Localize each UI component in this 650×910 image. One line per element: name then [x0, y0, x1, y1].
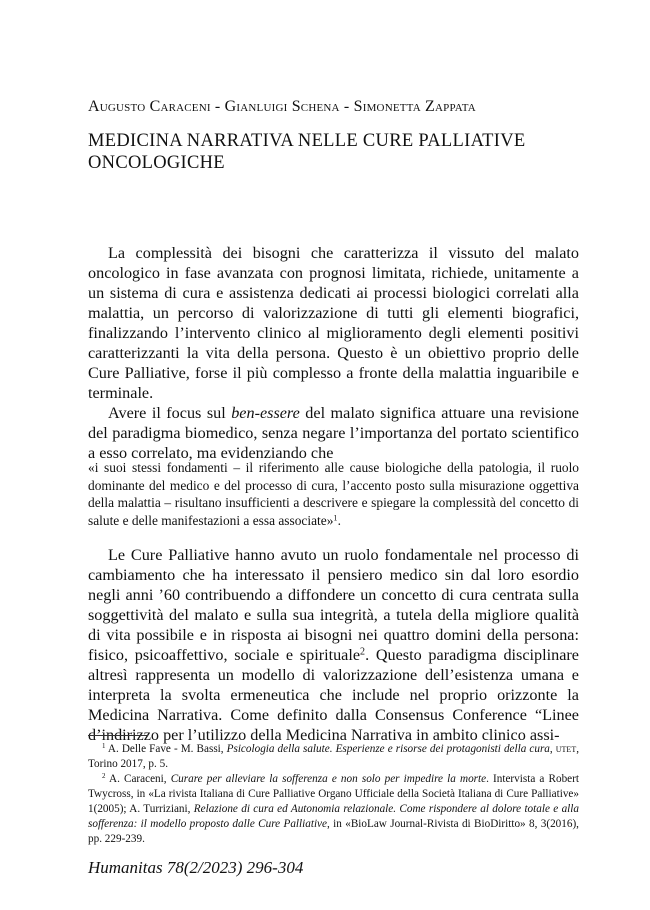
- footnote-2: [88, 772, 579, 847]
- footnote-divider: [88, 735, 148, 736]
- body-text-continued: [88, 545, 579, 745]
- footnote-2-title-2: Relazione di cura ed Autonomia relazionale. Come rispondere al dolore totale e alla sofferenza: il modello proposto dalle Cure Palliative: [88, 803, 579, 830]
- footnote-2-part-c: , in «BioLaw Journal-Rivista di BioDiritto» 8, 3(2016), pp. 229-239.: [88, 818, 579, 845]
- footnote-ref-1: 1: [333, 512, 338, 522]
- footnote-2-number: 2: [102, 772, 106, 781]
- footnote-ref-2: 2: [360, 646, 366, 658]
- footnote-2-title-1: Curare per alleviare la sofferenza e non solo per impedire la morte: [170, 773, 487, 785]
- footnote-1: [88, 742, 579, 772]
- quote-text: «i suoi stessi fondamenti – il riferimento alle cause biologiche della patologia, il ruolo dominante del medico e del processo di cura, l’accento posto sulla misurazione oggettiva della malattia – risultano insufficienti a descrivere e spiegare la complessità del concetto di salute e delle manifestazioni a essa associate»: [88, 460, 579, 528]
- paragraph-2-part-b: del malato significa attuare una revisione del paradigma biomedico, senza negare l’importanza del portato scientifico a esso correlato, ma evidenziando che: [88, 404, 579, 462]
- block-quote: [88, 459, 579, 529]
- paragraph-2-part-a: Avere il focus sul: [108, 404, 232, 422]
- body-text-opening: [88, 243, 579, 463]
- footnote-1-number: 1: [102, 742, 106, 751]
- footnote-1-title: Psicologia della salute. Esperienze e risorse dei protagonisti della cura: [226, 743, 550, 755]
- footnotes: [88, 742, 579, 847]
- paragraph-3-part-a: Le Cure Palliative hanno avuto un ruolo fondamentale nel processo di cambiamento che ha interessato il pensiero medico sin dal loro esordio negli anni ’60 contribuendo a diffondere un concetto di cura centrata sulla soggettività del malato e sulla sua integrità, a tutela della migliore qualità di vita possibile e in risposta ai bisogni nei quattro domini della persona: fisico, psicoaffettivo, sociale e spirituale: [88, 546, 579, 664]
- footnote-1-part-c: , Torino 2017, p. 5.: [88, 743, 579, 770]
- article-title: MEDICINA NARRATIVA NELLE CURE PALLIATIVE ONCOLOGICHE: [88, 131, 526, 173]
- paragraph-2-emphasis: ben-essere: [231, 404, 300, 422]
- paragraph-2: [88, 403, 579, 463]
- footnote-1-part-b: ,: [549, 743, 556, 755]
- footnote-1-part-a: A. Delle Fave - M. Bassi,: [105, 743, 227, 755]
- article-authors: Augusto Caraceni - Gianluigi Schena - Simonetta Zappata: [88, 98, 476, 115]
- paragraph-3-part-b: . Questo paradigma disciplinare altresì rappresenta un modello di valorizzazione dell’esistenza umana e interpreta la svolta ermeneutica che include nel proprio orizzonte la Medicina Narrativa. Come definito dalla Consensus Conference “Linee d’indirizzo per l’utilizzo della Medicina Narrativa in ambito clinico assi-: [88, 646, 579, 744]
- paragraph-3: [88, 545, 579, 745]
- footnote-2-part-a: A. Caraceni,: [105, 773, 171, 785]
- block-quote-text: «i suoi stessi fondamenti – il riferimento alle cause biologiche della patologia, il ruolo dominante del medico e del processo di cura, l’accento posto sulla misurazione oggettiva della malattia – risultano insufficienti a descrivere e spiegare la complessità del concetto di salute e delle manifestazioni a essa associate»$^1$.: [88, 460, 579, 528]
- journal-citation: Humanitas 78(2/2023) 296-304: [88, 858, 304, 877]
- footnote-1-publisher: utet: [555, 743, 577, 755]
- footnote-2-part-b: . Intervista a Robert Twycross, in «La rivista Italiana di Cure Palliative Organo Ufficiale della Società Italiana di Cure Palliative» 1(2005); A. Turriziani,: [88, 773, 579, 815]
- paragraph-1: La complessità dei bisogni che caratterizza il vissuto del malato oncologico in fase avanzata con prognosi limitata, richiede, unitamente a un sistema di cura e assistenza dedicati ai processi biologici correlati alla malattia, un percorso di valorizzazione di tutti gli elementi biografici, finalizzando l’intervento clinico al miglioramento degli elementi positivi caratterizzanti la vita della persona. Questo è un obiettivo proprio delle Cure Palliative, forse il più complesso a fronte della malattia inguaribile e terminale.: [88, 244, 579, 402]
